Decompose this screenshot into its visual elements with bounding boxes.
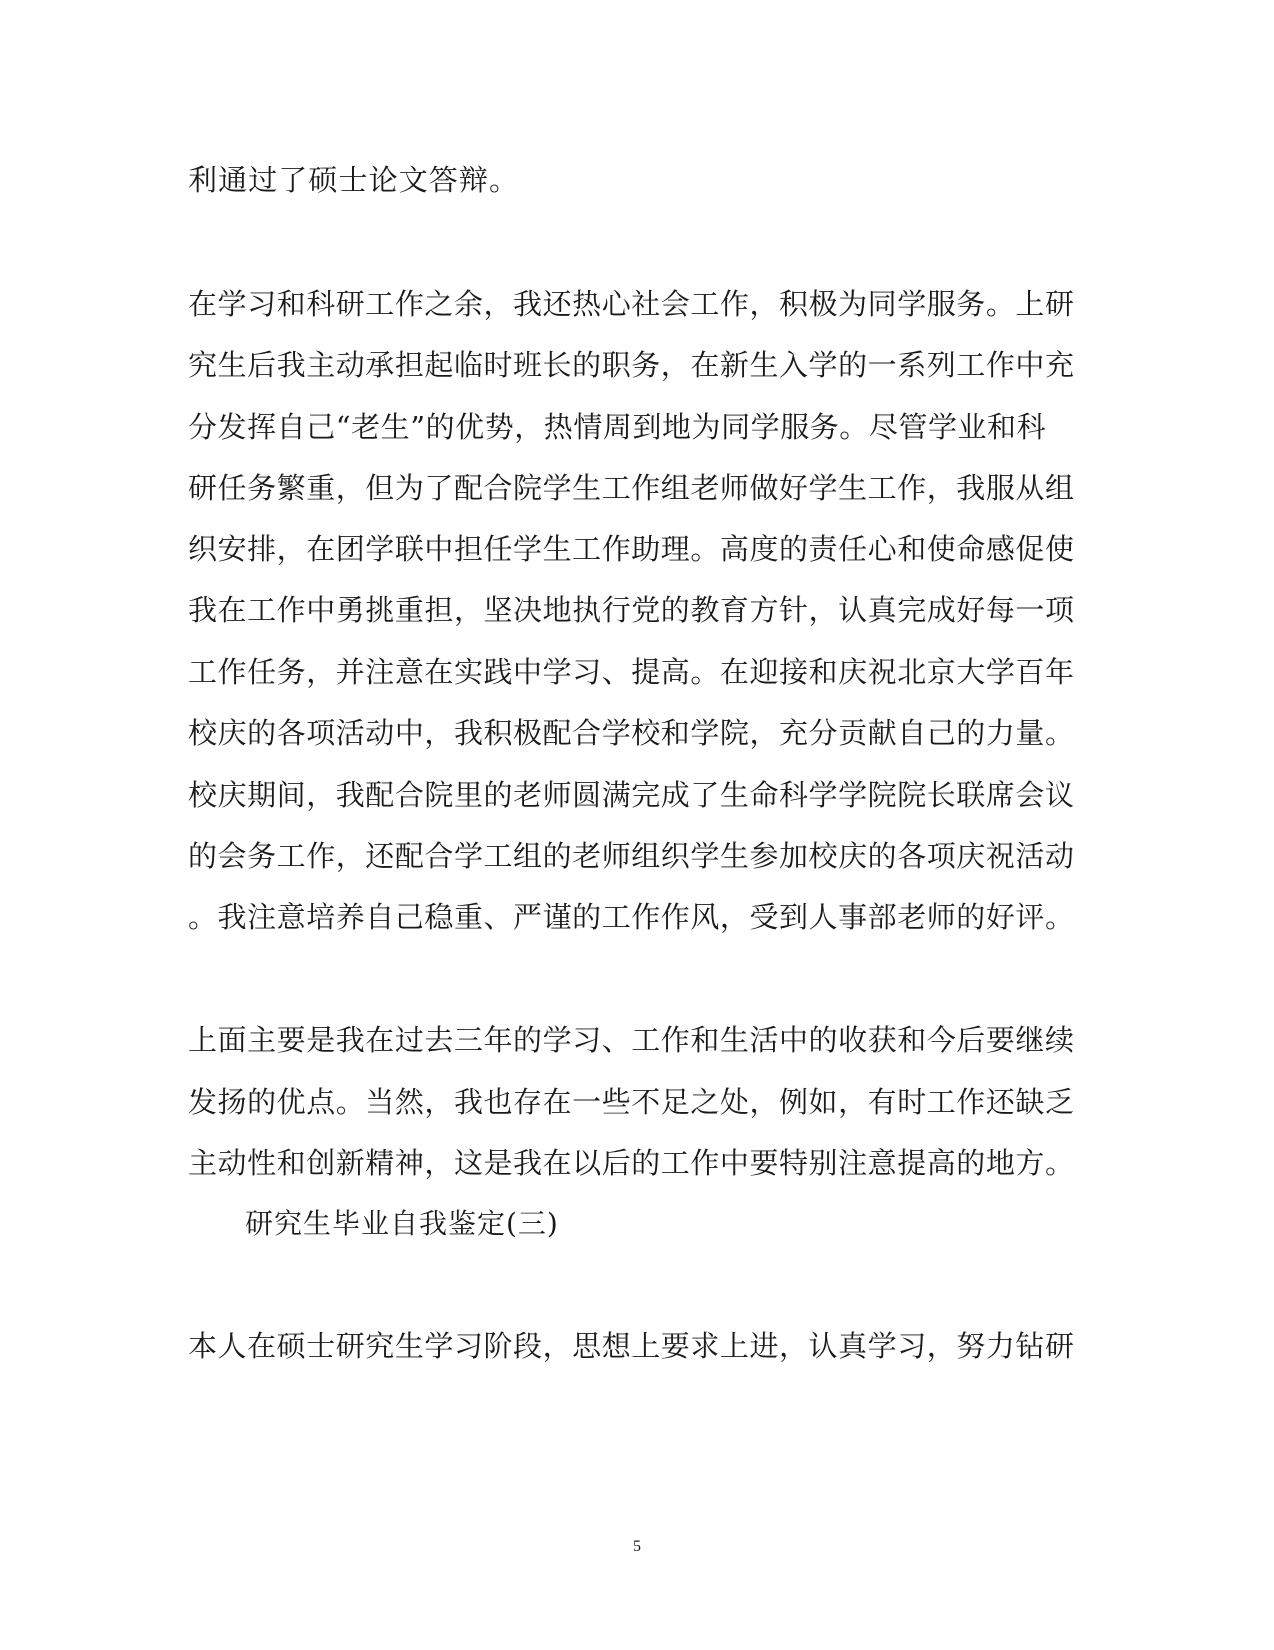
paragraph-2-line-8: 校庆的各项活动中，我积极配合学校和学院，充分贡献自己的力量。 [188,716,1075,750]
paragraph-2-line-1: 在学习和科研工作之余，我还热心社会工作，积极为同学服务。上研 [188,287,1075,321]
paragraph-3-line-1: 上面主要是我在过去三年的学习、工作和生活中的收获和今后要继续 [188,1023,1075,1057]
page-number: 5 [633,1538,641,1555]
paragraph-2-line-7: 工作任务，并注意在实践中学习、提高。在迎接和庆祝北京大学百年 [188,655,1075,689]
paragraph-2-line-11: 。我注意培养自己稳重、严谨的工作作风，受到人事部老师的好评。 [188,900,1075,934]
section-heading: 研究生毕业自我鉴定(三) [245,1207,559,1240]
paragraph-2-line-3: 分发挥自己“老生”的优势，热情周到地为同学服务。尽管学业和科 [188,410,1047,444]
paragraph-4-line-1: 本人在硕士研究生学习阶段，思想上要求上进，认真学习，努力钻研 [188,1329,1075,1363]
paragraph-3-line-2: 发扬的优点。当然，我也存在一些不足之处，例如，有时工作还缺乏 [188,1085,1075,1119]
paragraph-2-line-9: 校庆期间，我配合院里的老师圆满完成了生命科学学院院长联席会议 [188,778,1075,812]
paragraph-2-line-10: 的会务工作，还配合学工组的老师组织学生参加校庆的各项庆祝活动 [188,839,1075,873]
paragraph-2-line-6: 我在工作中勇挑重担，坚决地执行党的教育方针，认真完成好每一项 [188,593,1075,627]
paragraph-2-line-4: 研任务繁重，但为了配合院学生工作组老师做好学生工作，我服从组 [188,471,1075,505]
paragraph-1-line-1: 利通过了硕士论文答辩。 [188,163,520,197]
paragraph-2-line-2: 究生后我主动承担起临时班长的职务，在新生入学的一系列工作中充 [188,348,1075,382]
paragraph-3-line-3: 主动性和创新精神，这是我在以后的工作中要特别注意提高的地方。 [188,1146,1075,1180]
paragraph-2-line-5: 织安排，在团学联中担任学生工作助理。高度的责任心和使命感促使 [188,532,1075,566]
